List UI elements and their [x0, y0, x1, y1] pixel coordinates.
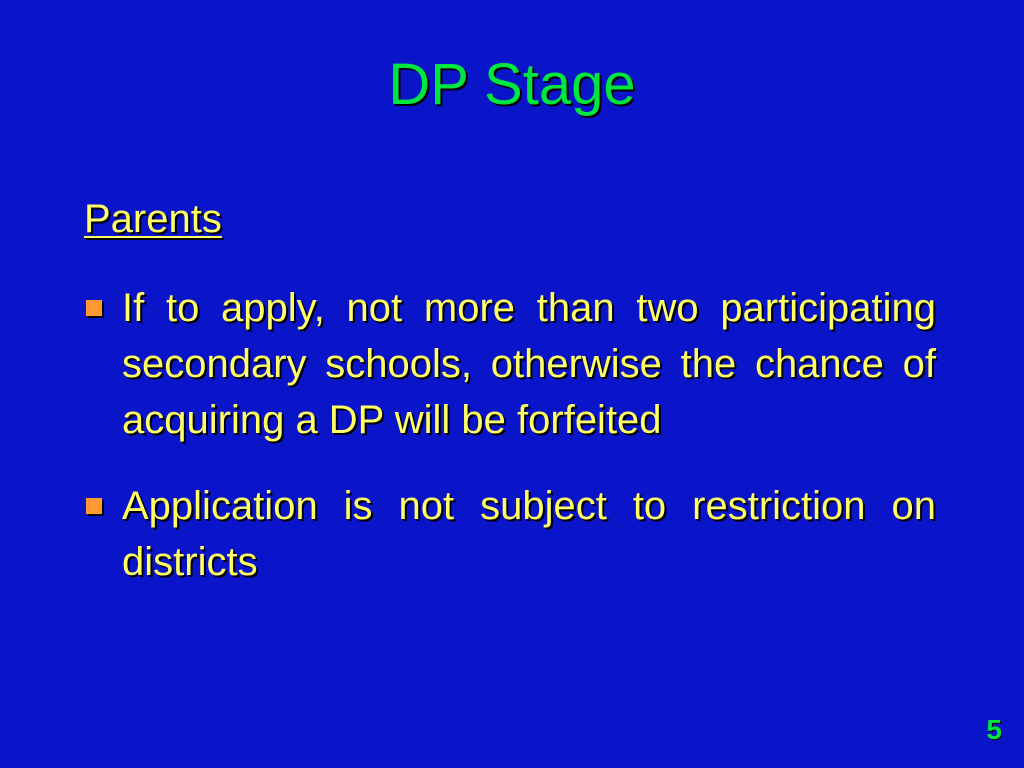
square-bullet-icon [86, 498, 102, 514]
bullet-item [84, 280, 936, 448]
square-bullet-icon [86, 300, 102, 316]
bullet-list [84, 280, 936, 620]
bullet-item [84, 478, 936, 590]
page-number: 5 [986, 714, 1002, 745]
bullet-text: Application is not subject to restriction on districts [122, 484, 936, 584]
section-heading-parents: Parents [84, 197, 222, 241]
slide-title: DP Stage [388, 52, 636, 117]
bullet-text: If to apply, not more than two participating secondary schools, otherwise the chance of acquiring a DP will be forfeited [122, 286, 936, 442]
